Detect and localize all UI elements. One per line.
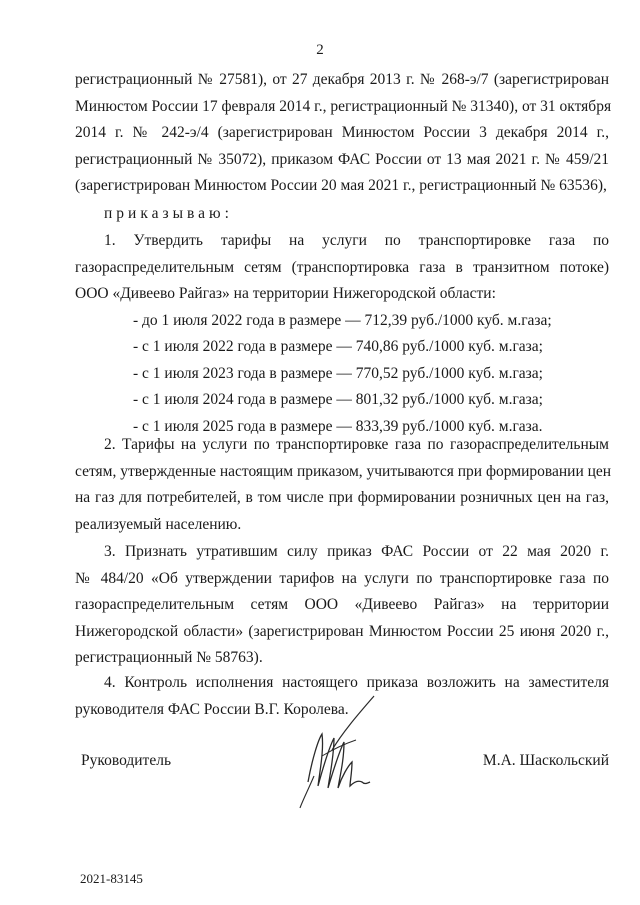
- text-line: 3. Признать утратившим силу приказ ФАС России от 22 мая 2020 г.: [104, 543, 609, 560]
- page-number: 2: [316, 42, 324, 58]
- item-2: [75, 432, 612, 538]
- text-line: регистрационный № 58763).: [75, 649, 263, 666]
- handwritten-signature-icon: [292, 690, 382, 810]
- document-code: 2021-83145: [80, 871, 143, 886]
- text-line: 4. Контроль исполнения настоящего приказа возложить на заместителя: [104, 674, 609, 691]
- text-line: (зарегистрирован Минюстом России 20 мая 2021 г., регистрационный № 63536),: [75, 177, 607, 194]
- item-3: [75, 539, 609, 672]
- text-line: № 484/20 «Об утверждении тарифов на услуги по транспортировке газа по: [75, 569, 609, 587]
- text-line: на газ для потребителей, в том числе при формировании розничных цен на газ,: [75, 489, 609, 506]
- text-line: Минюстом России 17 февраля 2014 г., регистрационный № 31340), от 31 октября: [75, 97, 612, 115]
- text-line: газораспределительным сетям (транспортировка газа в транзитном потоке): [75, 258, 609, 276]
- text-line: 2. Тарифы на услуги по транспортировке газа по газораспределительным: [104, 436, 609, 453]
- item-1: [75, 228, 609, 440]
- text-line: ООО «Дивеево Райгаз» на территории Нижегородской области:: [75, 285, 496, 302]
- signatory-name: М.А. Шаскольский: [482, 752, 609, 769]
- text-line: сетям, утвержденные настоящим приказом, учитываются при формировании цен: [75, 462, 612, 480]
- text-line: газораспределительным сетям ООО «Дивеево Райгаз» на территории: [75, 596, 609, 613]
- tariff-item: - с 1 июля 2024 года в размере — 801,32 руб./1000 куб. м.газа;: [133, 391, 543, 408]
- text-line: 1. Утвердить тарифы на услуги по транспортировке газа по: [104, 232, 609, 249]
- text-line: регистрационный № 27581), от 27 декабря 2013 г. № 268-э/7 (зарегистрирован: [75, 71, 609, 88]
- signatory-title: Руководитель: [81, 752, 172, 769]
- intro-paragraph: [75, 67, 612, 200]
- text-line: реализуемый населению.: [75, 515, 242, 533]
- tariff-item: - с 1 июля 2025 года в размере — 833,39 руб./1000 куб. м.газа.: [133, 417, 543, 435]
- tariff-item: - с 1 июля 2022 года в размере — 740,86 руб./1000 куб. м.газа;: [133, 338, 543, 355]
- tariff-item: - с 1 июля 2023 года в размере — 770,52 руб./1000 куб. м.газа;: [133, 364, 543, 382]
- tariff-item: - до 1 июля 2022 года в размере — 712,39 руб./1000 куб. м.газа;: [133, 311, 552, 329]
- text-line: Нижегородской области» (зарегистрирован Минюстом России 25 июня 2020 г.,: [75, 622, 609, 640]
- text-line: 2014 г. № 242-э/4 (зарегистрирован Минюстом России 3 декабря 2014 г.,: [75, 124, 609, 141]
- tariff-list: [75, 308, 609, 441]
- text-line: руководителя ФАС России В.Г. Королева.: [75, 700, 349, 718]
- order-word-block: [75, 201, 609, 228]
- order-word: приказываю:: [104, 205, 233, 222]
- text-line: регистрационный № 35072), приказом ФАС России от 13 мая 2021 г. № 459/21: [75, 150, 609, 168]
